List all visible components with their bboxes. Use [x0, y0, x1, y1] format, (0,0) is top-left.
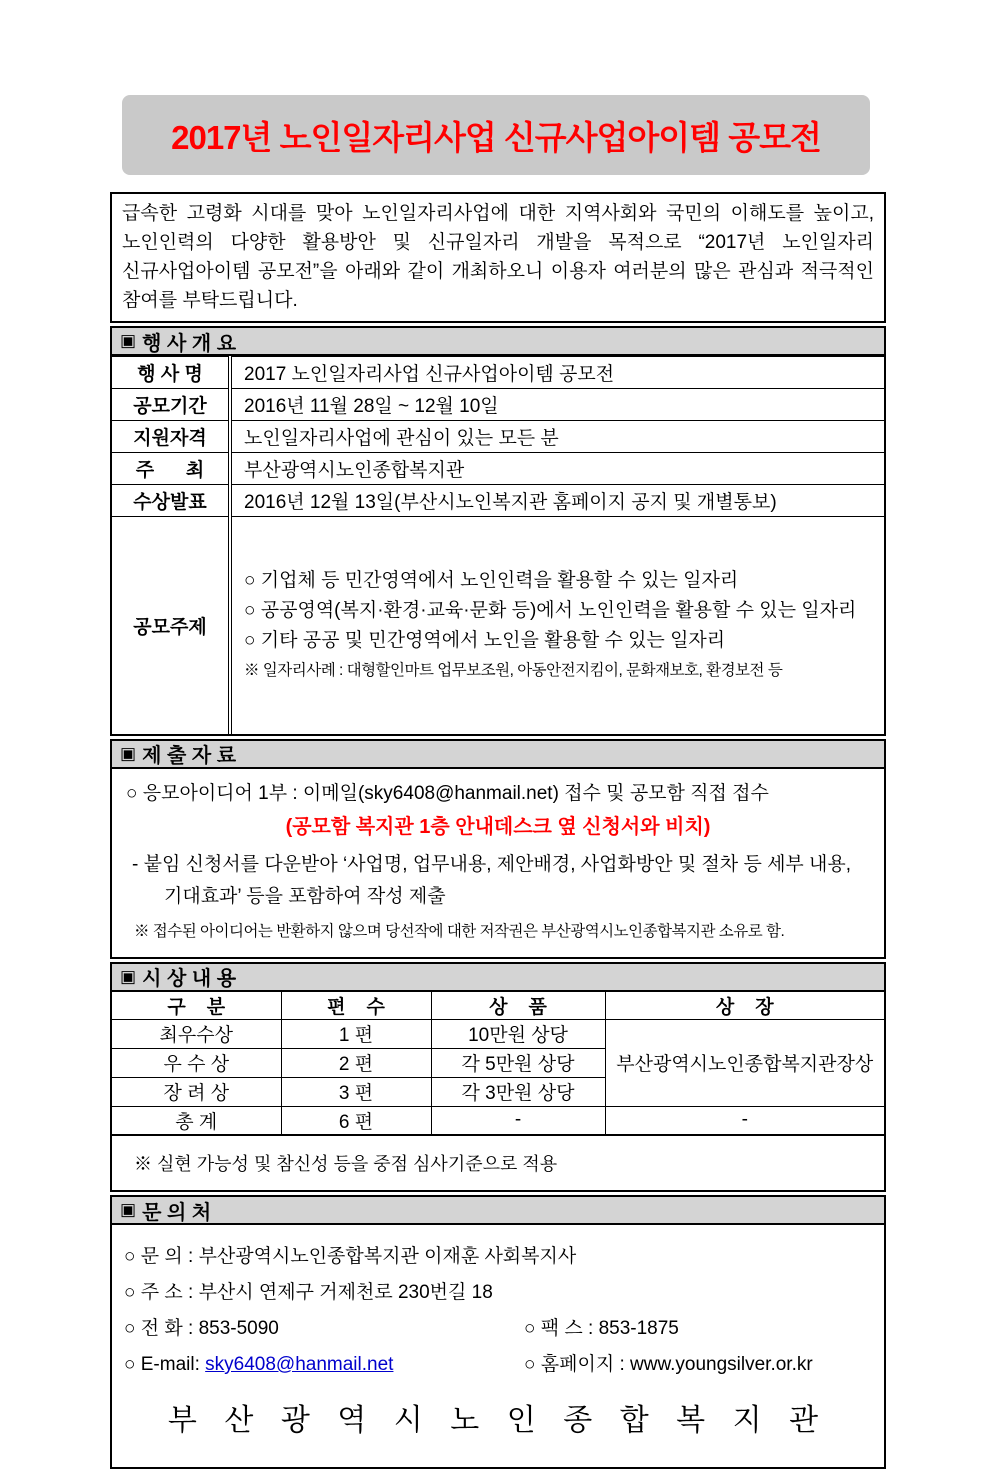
- intro-paragraph: 급속한 고령화 시대를 맞아 노인일자리사업에 대한 지역사회와 국민의 이해도를 높이고, 노인인력의 다양한 활용방안 및 신규일자리 개발을 목적으로 “2017년 노인일자리 신규사업아이템 공모전”을 아래와 같이 개최하오니 이용자 여러분의 많은 관심과 적극적인 참여를 부탁드립니다.: [110, 192, 886, 323]
- awards-note: ※ 실현 가능성 및 참신성 등을 중점 심사기준으로 적용: [134, 1154, 558, 1174]
- row-label: 공모기간: [112, 389, 230, 421]
- section-header-submission: [112, 741, 884, 769]
- column-header: 상 품: [431, 992, 605, 1020]
- table-row: [112, 485, 884, 517]
- table-row: [112, 1019, 884, 1048]
- page-title: 2017년 노인일자리사업 신규사업아이템 공모전: [171, 118, 821, 156]
- row-label: 지원자격: [112, 421, 230, 453]
- row-label: 주 최: [112, 453, 230, 485]
- row-value: 부산광역시노인종합복지관: [230, 453, 884, 485]
- topic-note: ※ 일자리사례 : 대형할인마트 업무보조원, 아동안전지킴이, 문화재보호, 환경보전 등: [244, 662, 783, 680]
- section-header-overview: [112, 328, 884, 356]
- contact-phone: ○ 전 화 : 853-5090: [124, 1318, 279, 1339]
- section-bullet-icon: ▣: [120, 966, 137, 986]
- row-value: 2016년 11월 28일 ~ 12월 10일: [230, 389, 884, 421]
- section-contact: [110, 1195, 886, 1469]
- table-row: [112, 389, 884, 421]
- contact-email-homepage-row: [124, 1347, 872, 1383]
- award-prize: 각 3만원 상당: [431, 1077, 605, 1106]
- award-name: 총 계: [112, 1106, 281, 1135]
- row-value: 노인일자리사업에 관심이 있는 모든 분: [230, 421, 884, 453]
- section-bullet-icon: ▣: [120, 1200, 137, 1219]
- row-label: 행 사 명: [112, 357, 230, 389]
- award-name: 최우수상: [112, 1019, 281, 1048]
- row-value: 2017 노인일자리사업 신규사업아이템 공모전: [230, 357, 884, 389]
- awards-header-row: [112, 992, 884, 1020]
- column-header: 구 분: [112, 992, 281, 1020]
- section-title: 문 의 처: [142, 1201, 212, 1224]
- section-title: 시 상 내 용: [142, 968, 237, 990]
- awards-table: [112, 992, 884, 1137]
- table-row: [112, 357, 884, 389]
- email-link[interactable]: sky6408@hanmail.net: [205, 1354, 394, 1375]
- submission-receipt-line: ○ 응모아이디어 1부 : 이메일(sky6408@hanmail.net) 접수 및 공모함 직접 접수: [126, 782, 769, 804]
- email-label: ○ E-mail:: [124, 1354, 206, 1375]
- award-prize: -: [431, 1106, 605, 1135]
- topic-cell: [230, 517, 884, 734]
- section-header-contact: [112, 1197, 884, 1225]
- table-row-total: [112, 1106, 884, 1135]
- contact-address: ○ 주 소 : 부산시 연제구 거제천로 230번길 18: [124, 1282, 493, 1303]
- section-submission: [110, 739, 886, 959]
- section-title: 행 사 개 요: [142, 332, 237, 355]
- table-row-topic: [112, 517, 884, 734]
- table-row: [112, 421, 884, 453]
- topic-item: ○ 기타 공공 및 민간영역에서 노인을 활용할 수 있는 일자리: [244, 630, 726, 652]
- award-certificate: 부산광역시노인종합복지관장상: [605, 1019, 884, 1106]
- column-header: 편 수: [281, 992, 431, 1020]
- award-count: 1 편: [281, 1019, 431, 1048]
- section-overview: [110, 326, 886, 736]
- award-count: 6 편: [281, 1106, 431, 1135]
- award-prize: 10만원 상당: [431, 1019, 605, 1048]
- submission-attachment-line: - 붙임 신청서를 다운받아 ‘사업명, 업무내용, 제안배경, 사업화방안 및 절차 등 세부 내용, 기대효과’ 등을 포함하여 작성 제출: [132, 853, 852, 907]
- award-count: 3 편: [281, 1077, 431, 1106]
- award-name: 우 수 상: [112, 1048, 281, 1077]
- contact-inquiry: ○ 문 의 : 부산광역시노인종합복지관 이재훈 사회복지사: [124, 1246, 577, 1267]
- row-label: 수상발표: [112, 485, 230, 517]
- row-value: 2016년 12월 13일(부산시노인복지관 홈페이지 공지 및 개별통보): [230, 485, 884, 517]
- overview-table: [112, 356, 884, 734]
- section-bullet-icon: ▣: [120, 743, 137, 763]
- table-row: [112, 453, 884, 485]
- submission-content: [112, 769, 884, 957]
- topic-item: ○ 기업체 등 민간영역에서 노인인력을 활용할 수 있는 일자리: [244, 570, 739, 592]
- award-count: 2 편: [281, 1048, 431, 1077]
- section-awards: [110, 962, 886, 1193]
- column-header: 상 장: [605, 992, 884, 1020]
- contact-homepage: ○ 홈페이지 : www.youngsilver.or.kr: [524, 1354, 813, 1375]
- section-title: 제 출 자 료: [142, 745, 237, 767]
- organization-name-footer: 부 산 광 역 시 노 인 종 합 복 지 관: [167, 1404, 829, 1437]
- section-bullet-icon: ▣: [120, 331, 137, 350]
- submission-copyright-note: ※ 접수된 아이디어는 반환하지 않으며 당선작에 대한 저작권은 부산광역시노인종합복지관 소유로 함.: [134, 922, 785, 940]
- section-header-awards: [112, 964, 884, 992]
- award-certificate: -: [605, 1106, 884, 1135]
- title-banner: [122, 95, 870, 175]
- topic-item: ○ 공공영역(복지·환경·교육·문화 등)에서 노인인력을 활용할 수 있는 일자리: [244, 600, 857, 622]
- award-prize: 각 5만원 상당: [431, 1048, 605, 1077]
- document-body: [110, 192, 886, 1472]
- contact-content: [112, 1225, 884, 1467]
- row-label: 공모주제: [112, 517, 230, 734]
- contact-email-line: [124, 1347, 524, 1383]
- contact-fax: ○ 팩 스 : 853-1875: [524, 1318, 679, 1339]
- contact-phone-fax-row: [124, 1311, 872, 1347]
- submission-box-notice: (공모함 복지관 1층 안내데스크 옆 신청서와 비치): [285, 815, 711, 838]
- award-name: 장 려 상: [112, 1077, 281, 1106]
